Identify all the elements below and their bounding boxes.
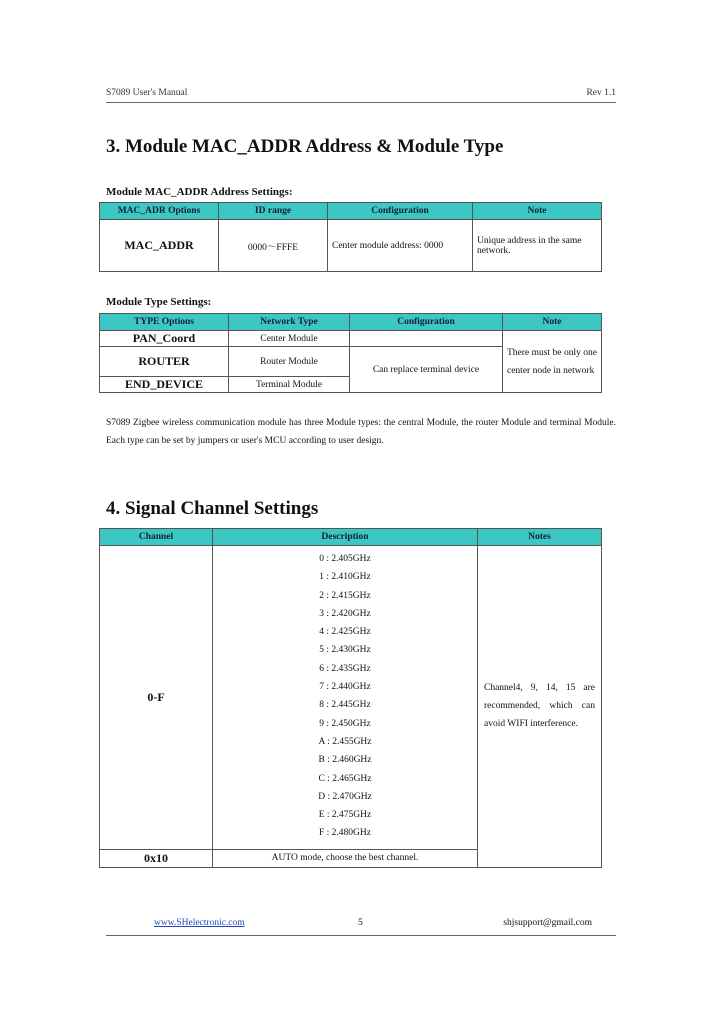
list-item: D : 2.470GHz (318, 791, 372, 802)
list-item: F : 2.480GHz (319, 828, 371, 839)
col-header: ID range (219, 203, 328, 220)
footer-divider (106, 935, 616, 936)
table-header-row (100, 529, 602, 546)
list-item: 3 : 2.420GHz (319, 608, 371, 619)
mac-address-table (99, 202, 602, 272)
section-4-title: 4. Signal Channel Settings (106, 498, 319, 519)
table-header-row (100, 203, 602, 220)
list-item: B : 2.460GHz (318, 755, 372, 766)
list-item: 1 : 2.410GHz (319, 572, 371, 583)
col-header: MAC_ADR Options (100, 203, 219, 220)
footer-email: shjsupport@gmail.com (503, 918, 592, 928)
table-header-row (100, 314, 602, 331)
note-cell: Unique address in the same network. (473, 220, 602, 272)
header-doc-title: S7089 User's Manual (106, 88, 188, 98)
channel-range-cell: 0-F (100, 546, 213, 850)
mac-settings-subtitle: Module MAC_ADDR Address Settings: (106, 186, 293, 198)
col-header: Network Type (229, 314, 350, 331)
id-range-cell: 0000～FFFE (219, 220, 328, 272)
channel-description-cell (213, 546, 478, 850)
list-item: 6 : 2.435GHz (319, 663, 371, 674)
list-item: 2 : 2.415GHz (319, 590, 371, 601)
list-item: E : 2.475GHz (318, 810, 372, 821)
type-option-cell: ROUTER (100, 347, 229, 377)
col-header: TYPE Options (100, 314, 229, 331)
col-header: Notes (478, 529, 602, 546)
col-header: Channel (100, 529, 213, 546)
channel-list (213, 550, 477, 843)
note-cell: There must be only one center node in network (503, 331, 602, 393)
list-item: 7 : 2.440GHz (319, 682, 371, 693)
table-row (100, 331, 602, 347)
config-cell (350, 331, 503, 347)
page-header (106, 88, 616, 103)
list-item: 9 : 2.450GHz (319, 718, 371, 729)
section-3-title: 3. Module MAC_ADDR Address & Module Type (106, 136, 504, 157)
type-option-cell: PAN_Coord (100, 331, 229, 347)
table-row (100, 546, 602, 850)
module-type-table (99, 313, 602, 393)
list-item: 5 : 2.430GHz (319, 645, 371, 656)
list-item: 8 : 2.445GHz (319, 700, 371, 711)
table-row (100, 220, 602, 272)
config-cell: Can replace terminal device (350, 347, 503, 393)
list-item: 0 : 2.405GHz (319, 554, 371, 564)
auto-channel-cell: 0x10 (100, 849, 213, 867)
list-item: A : 2.455GHz (318, 736, 372, 747)
page-number: 5 (358, 918, 363, 928)
col-header: Note (473, 203, 602, 220)
auto-description-cell: AUTO mode, choose the best channel. (213, 849, 478, 867)
type-settings-subtitle: Module Type Settings: (106, 296, 212, 308)
list-item: C : 2.465GHz (318, 773, 372, 784)
header-revision: Rev 1.1 (586, 88, 616, 98)
network-type-cell: Center Module (229, 331, 350, 347)
channel-table (99, 528, 602, 868)
col-header: Configuration (350, 314, 503, 331)
network-type-cell: Terminal Module (229, 377, 350, 393)
list-item: 4 : 2.425GHz (319, 627, 371, 638)
config-cell: Center module address: 0000 (328, 220, 473, 272)
network-type-cell: Router Module (229, 347, 350, 377)
type-option-cell: END_DEVICE (100, 377, 229, 393)
col-header: Note (503, 314, 602, 331)
col-header: Configuration (328, 203, 473, 220)
module-type-paragraph: S7089 Zigbee wireless communication module has three Module types: the central Module, the router Module and terminal Module. Each type can be set by jumpers or user's MCU according to user design. (106, 418, 616, 446)
col-header: Description (213, 529, 478, 546)
page-footer (106, 918, 616, 932)
mac-option-cell: MAC_ADDR (100, 220, 219, 272)
footer-website-link[interactable]: www.SHelectronic.com (154, 918, 245, 928)
channel-notes-cell: Channel4, 9, 14, 15 are recommended, which can avoid WIFI interference. (478, 546, 602, 868)
